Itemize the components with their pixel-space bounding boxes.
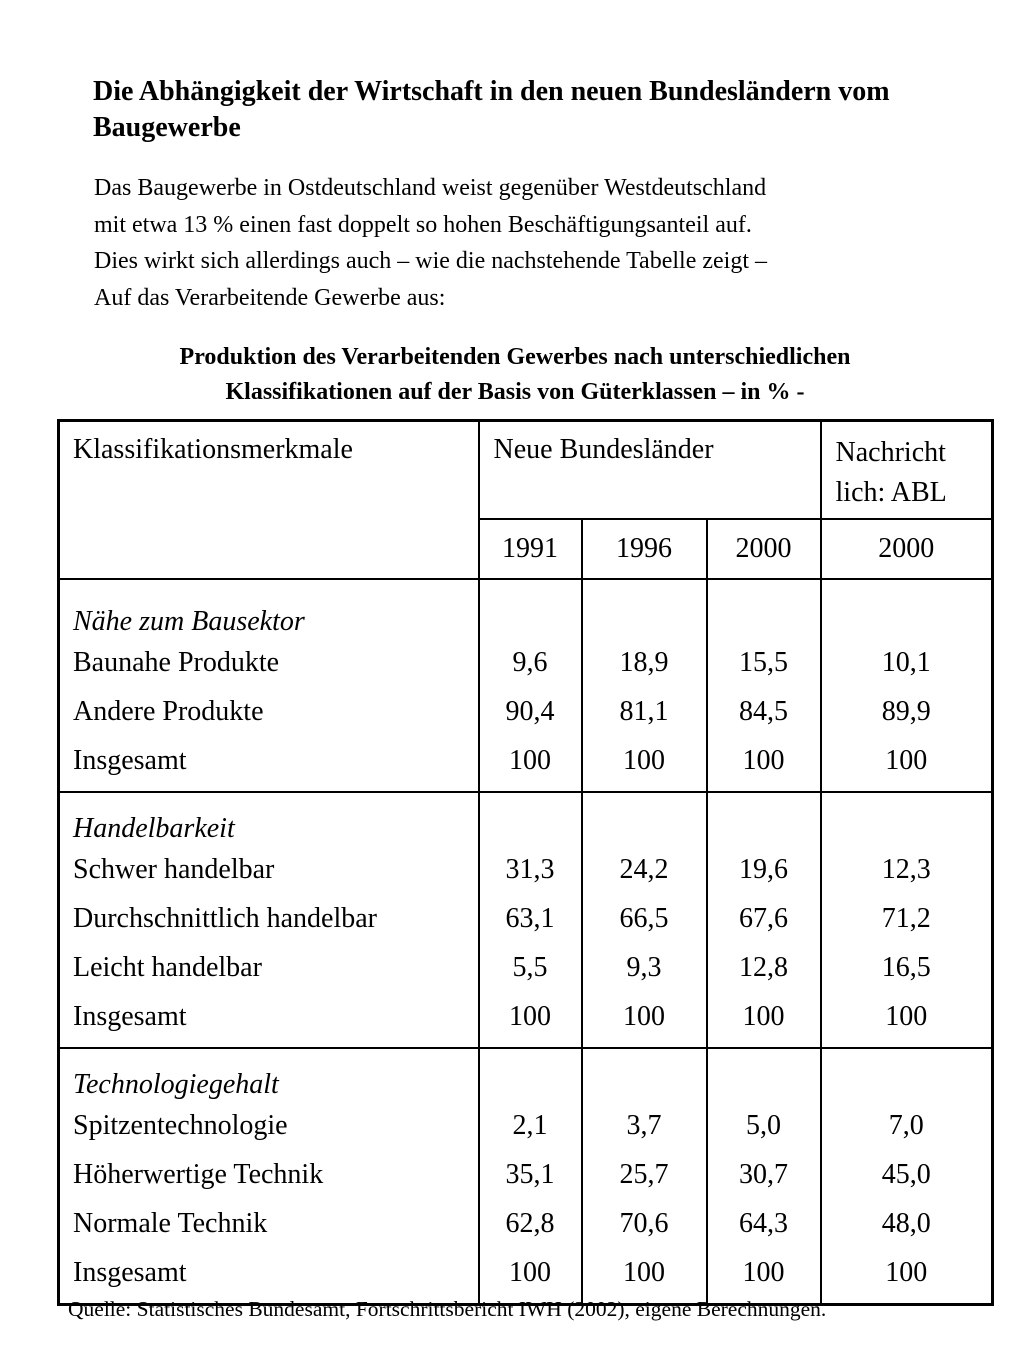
cell-value: 100 [582,736,707,792]
row-label: Durchschnittlich handelbar [59,894,479,943]
cell-value: 62,8 [479,1199,582,1248]
cell-value: 100 [582,1248,707,1305]
row-label: Spitzentechnologie [59,1101,479,1150]
section-title: Handelbarkeit [59,792,479,845]
table-row [59,992,993,1048]
cell-value: 12,8 [707,943,821,992]
cell-value: 10,1 [881,646,931,678]
cell-value: 24,2 [582,845,707,894]
cell-value: 84,5 [707,687,821,736]
cell-value: 30,7 [707,1150,821,1199]
header-nachrichtlich-abl [821,421,993,520]
table-row [59,845,993,894]
cell-value: 48,0 [881,1207,931,1239]
table-row [59,1199,993,1248]
row-label: Leicht handelbar [59,943,479,992]
section-header-row [59,1048,993,1101]
cell-value: 5,0 [707,1101,821,1150]
cell-value: 100 [479,1248,582,1305]
row-label: Höherwertige Technik [59,1150,479,1199]
cell-value: 16,5 [881,951,931,983]
cell-value: 18,9 [582,638,707,687]
cell-value: 100 [885,1256,928,1288]
cell-value: 31,3 [479,845,582,894]
caption-line: Klassifikationen auf der Basis von Güterklassen – in % - [225,379,805,405]
intro-line: Auf das Verarbeitende Gewerbe aus: [94,284,446,311]
header-neue-bundeslaender: Neue Bundesländer [479,421,821,520]
table-caption [50,340,980,410]
cell-value: 63,1 [479,894,582,943]
year-header: 2000 [707,519,821,579]
section-title: Technologiegehalt [59,1048,479,1101]
cell-value: 100 [707,992,821,1048]
cell-value: 100 [707,1248,821,1305]
cell-value: 64,3 [707,1199,821,1248]
caption-line: Produktion des Verarbeitenden Gewerbes nach unterschiedlichen [179,344,851,370]
cell-value: 9,3 [582,943,707,992]
table-row [59,638,993,687]
row-label: Schwer handelbar [59,845,479,894]
year-header: 1996 [582,519,707,579]
table-row [59,687,993,736]
cell-value: 100 [885,744,928,776]
intro-line: Dies wirkt sich allerdings auch – wie die nachstehende Tabelle zeigt – [94,248,767,274]
cell-value: 19,6 [707,845,821,894]
cell-value: 2,1 [479,1101,582,1150]
cell-value: 45,0 [881,1158,931,1190]
cell-value: 100 [582,992,707,1048]
header-classification: Klassifikationsmerkmale [59,421,479,580]
section-header-row [59,579,993,638]
cell-value: 70,6 [582,1199,707,1248]
table-row [59,736,993,792]
header-abl-line: Nachricht [835,437,946,468]
cell-value: 9,6 [479,638,582,687]
cell-value: 90,4 [479,687,582,736]
source-note: Quelle: Statistisches Bundesamt, Fortschrittsbericht IWH (2002), eigene Berechnungen. [68,1297,827,1321]
table-row [59,1101,993,1150]
row-label: Insgesamt [59,1248,479,1305]
cell-value: 100 [479,992,582,1048]
intro-line: Das Baugewerbe in Ostdeutschland weist gegenüber Westdeutschland [94,175,767,201]
row-label: Normale Technik [59,1199,479,1248]
year-header: 2000 [821,519,993,579]
page-heading: Die Abhängigkeit der Wirtschaft in den neuen Bundesländern vom Baugewerbe [93,76,890,143]
row-label: Insgesamt [59,736,479,792]
cell-value: 3,7 [582,1101,707,1150]
table-row [59,894,993,943]
cell-value: 35,1 [479,1150,582,1199]
cell-value: 7,0 [888,1109,924,1141]
production-table [57,419,994,1306]
row-label: Baunahe Produkte [59,638,479,687]
cell-value: 89,9 [881,695,931,727]
cell-value: 25,7 [582,1150,707,1199]
cell-value: 100 [479,736,582,792]
section-title: Nähe zum Bausektor [59,579,479,638]
cell-value: 67,6 [707,894,821,943]
cell-value: 12,3 [881,853,931,885]
cell-value: 71,2 [881,902,931,934]
cell-value: 66,5 [582,894,707,943]
row-label: Andere Produkte [59,687,479,736]
header-abl-line: lich: ABL [835,477,947,508]
intro-paragraph [94,170,994,316]
cell-value: 15,5 [707,638,821,687]
cell-value: 5,5 [479,943,582,992]
cell-value: 100 [707,736,821,792]
section-header-row [59,792,993,845]
table-row [59,1150,993,1199]
cell-value: 81,1 [582,687,707,736]
row-label: Insgesamt [59,992,479,1048]
table-row [59,943,993,992]
cell-value: 100 [885,1000,928,1032]
intro-line: mit etwa 13 % einen fast doppelt so hohen Beschäftigungsanteil auf. [94,211,752,238]
year-header: 1991 [479,519,582,579]
